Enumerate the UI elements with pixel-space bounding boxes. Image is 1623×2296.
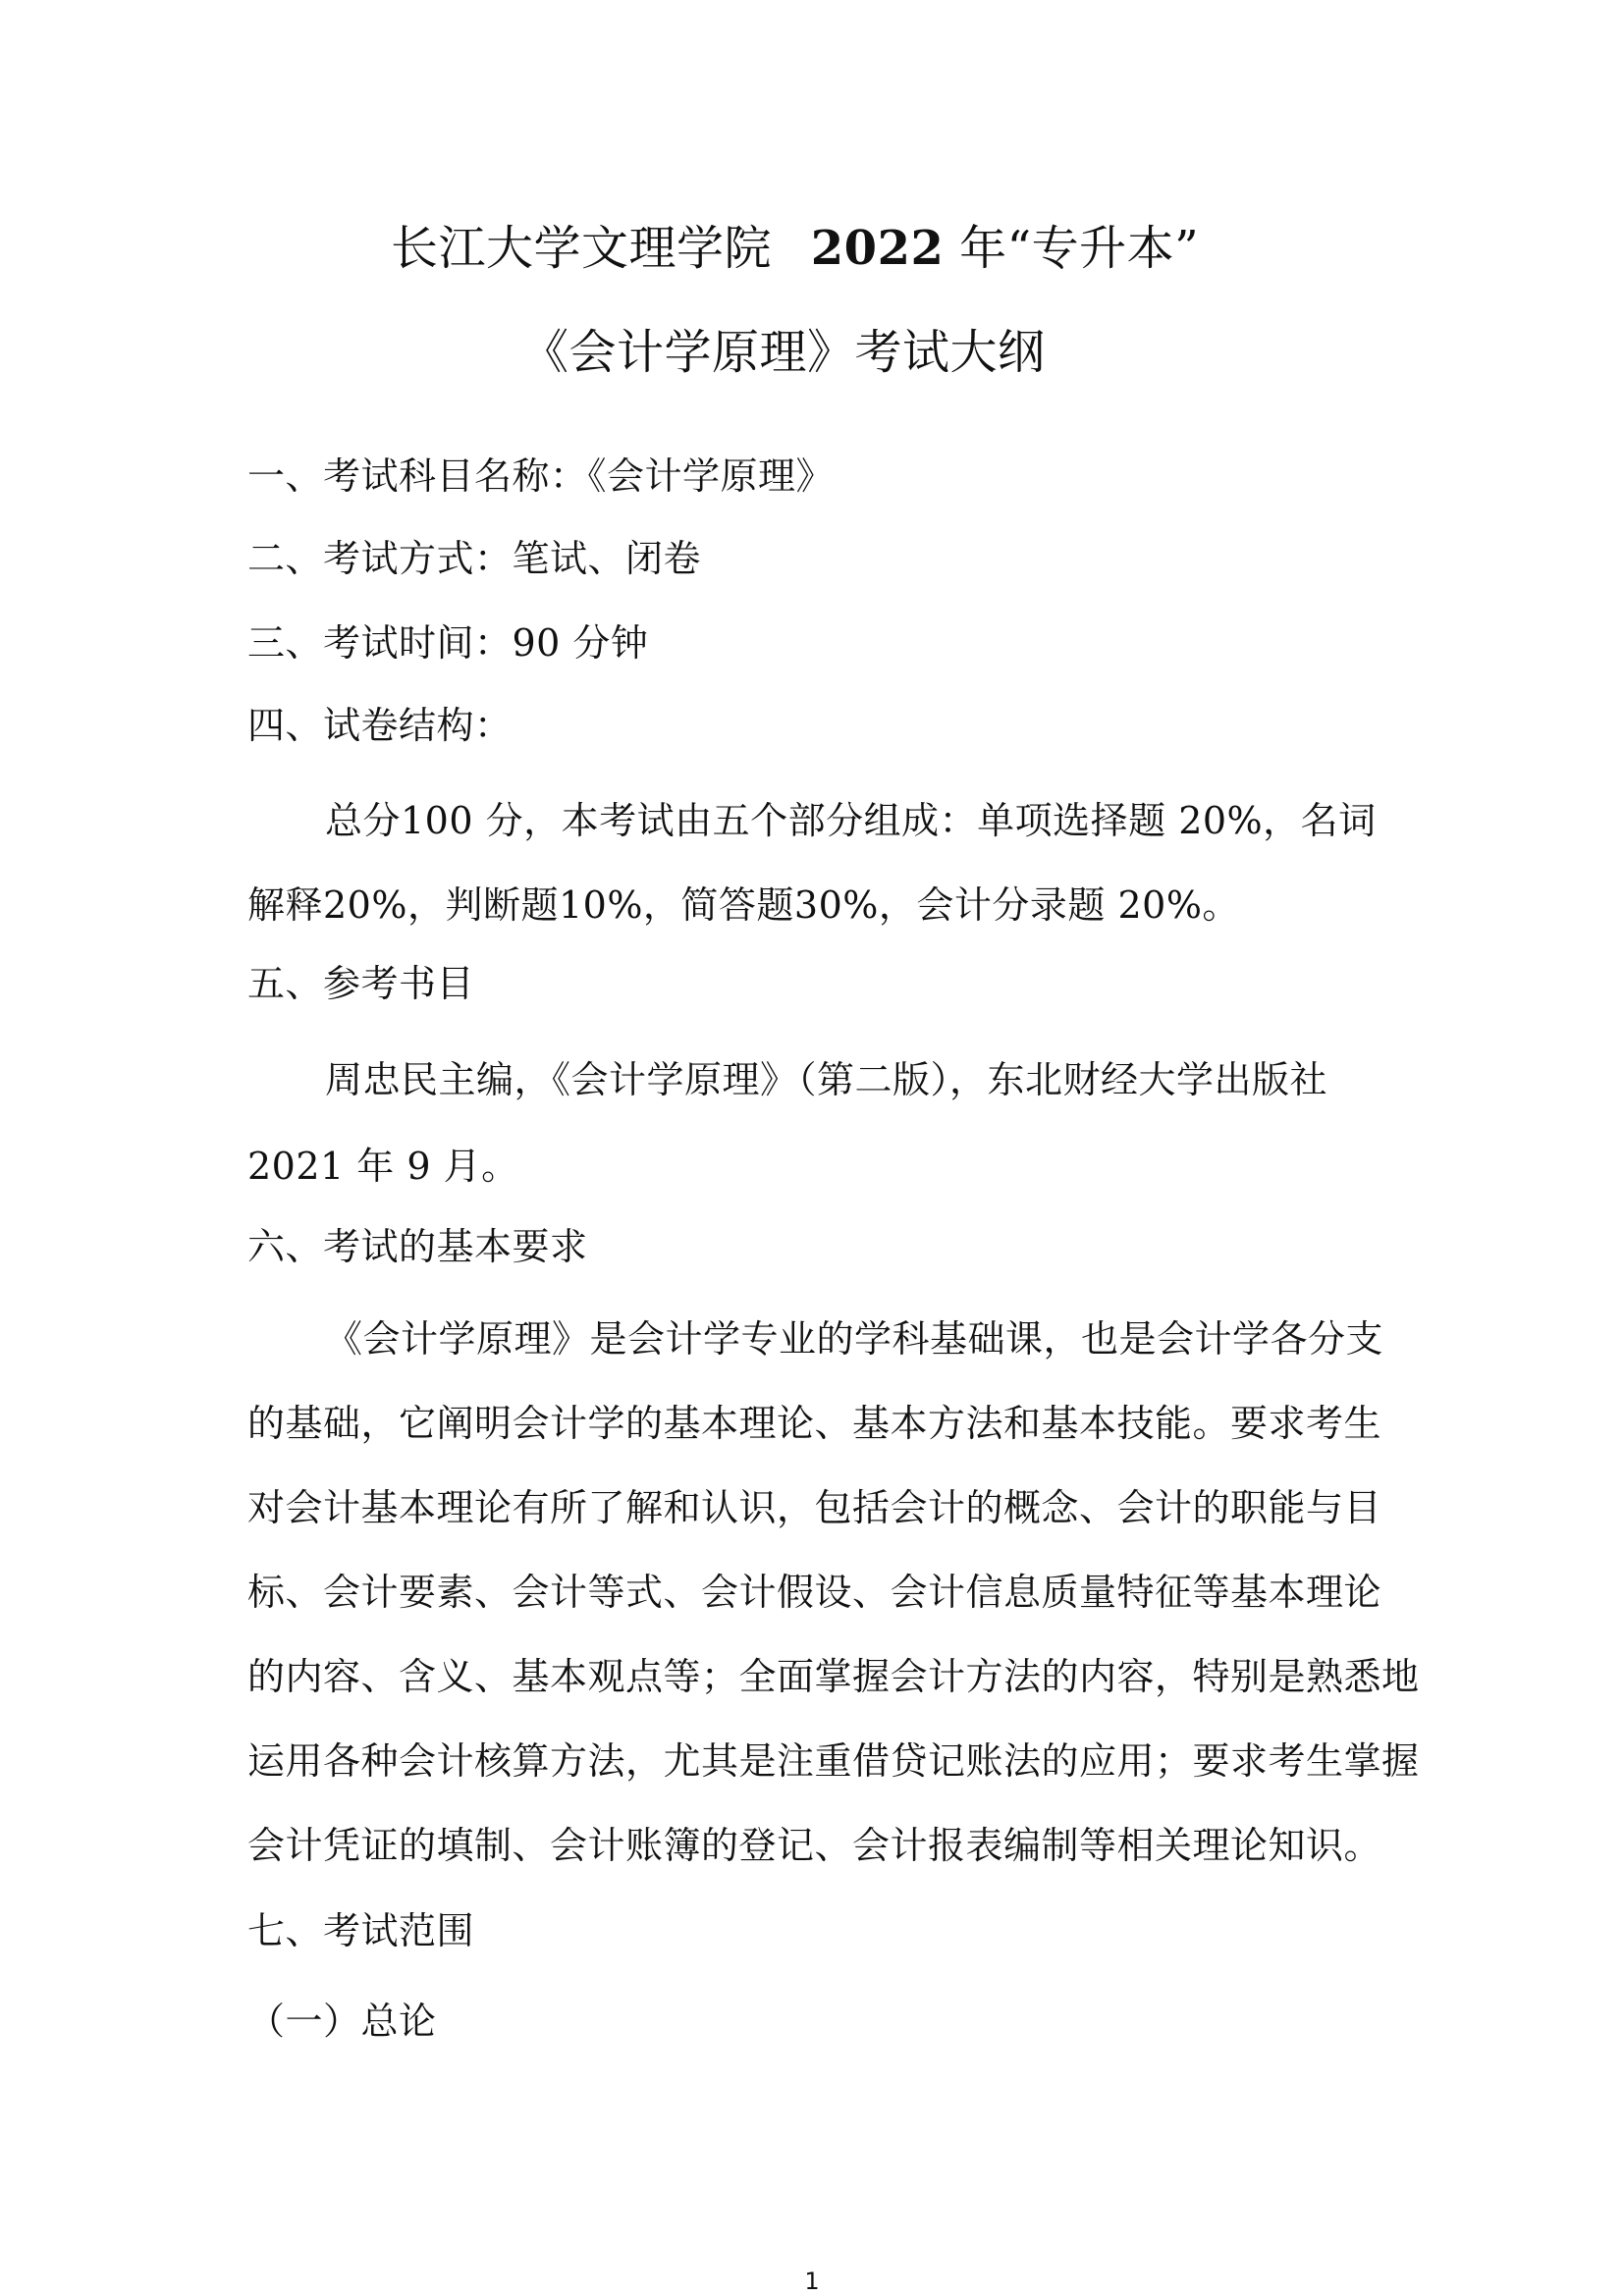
section-exam-time: 三、考试时间：90 分钟	[247, 621, 649, 665]
section-exam-method: 二、考试方式：笔试、闭卷	[247, 537, 702, 580]
reference-paragraph-line: 2021 年 9 月。	[247, 1145, 519, 1188]
section-subject: 一、考试科目名称：《会计学原理》	[247, 454, 835, 498]
requirements-paragraph-line: 对会计基本理论有所了解和认识，包括会计的概念、会计的职能与目	[247, 1486, 1382, 1529]
requirements-paragraph-line: 的内容、含义、基本观点等；全面掌握会计方法的内容，特别是熟悉地	[247, 1655, 1420, 1698]
title-exam-type: 年“专升本”	[959, 221, 1200, 276]
scope-heading: 七、考试范围	[247, 1909, 475, 1952]
requirements-heading: 六、考试的基本要求	[247, 1225, 588, 1268]
title-school: 长江大学文理学院	[391, 221, 773, 276]
page-number: 1	[804, 2268, 820, 2295]
requirements-paragraph-line: 《会计学原理》是会计学专业的学科基础课，也是会计学各分支	[325, 1317, 1384, 1361]
title-year: 2022	[810, 221, 945, 276]
reference-paragraph-line: 周忠民主编，《会计学原理》（第二版），东北财经大学出版社	[325, 1058, 1328, 1101]
requirements-paragraph-line: 的基础，它阐明会计学的基本理论、基本方法和基本技能。要求考生	[247, 1402, 1382, 1445]
title-line-1	[391, 221, 1200, 276]
reference-heading: 五、参考书目	[247, 962, 475, 1005]
section-paper-structure: 四、试卷结构：	[247, 704, 513, 747]
structure-paragraph-line: 解释20%，判断题10%，简答题30%，会计分录题 20%。	[247, 883, 1240, 927]
requirements-paragraph-line: 运用各种会计核算方法，尤其是注重借贷记账法的应用；要求考生掌握	[247, 1739, 1420, 1783]
requirements-paragraph-line: 标、会计要素、会计等式、会计假设、会计信息质量特征等基本理论	[247, 1571, 1382, 1614]
structure-paragraph-line: 总分100 分，本考试由五个部分组成：单项选择题 20%，名词	[325, 799, 1377, 842]
title-line-2: 《会计学原理》考试大纲	[521, 325, 1046, 380]
scope-subheading: （一）总论	[247, 2000, 437, 2043]
requirements-paragraph-line: 会计凭证的填制、会计账簿的登记、会计报表编制等相关理论知识。	[247, 1824, 1382, 1867]
